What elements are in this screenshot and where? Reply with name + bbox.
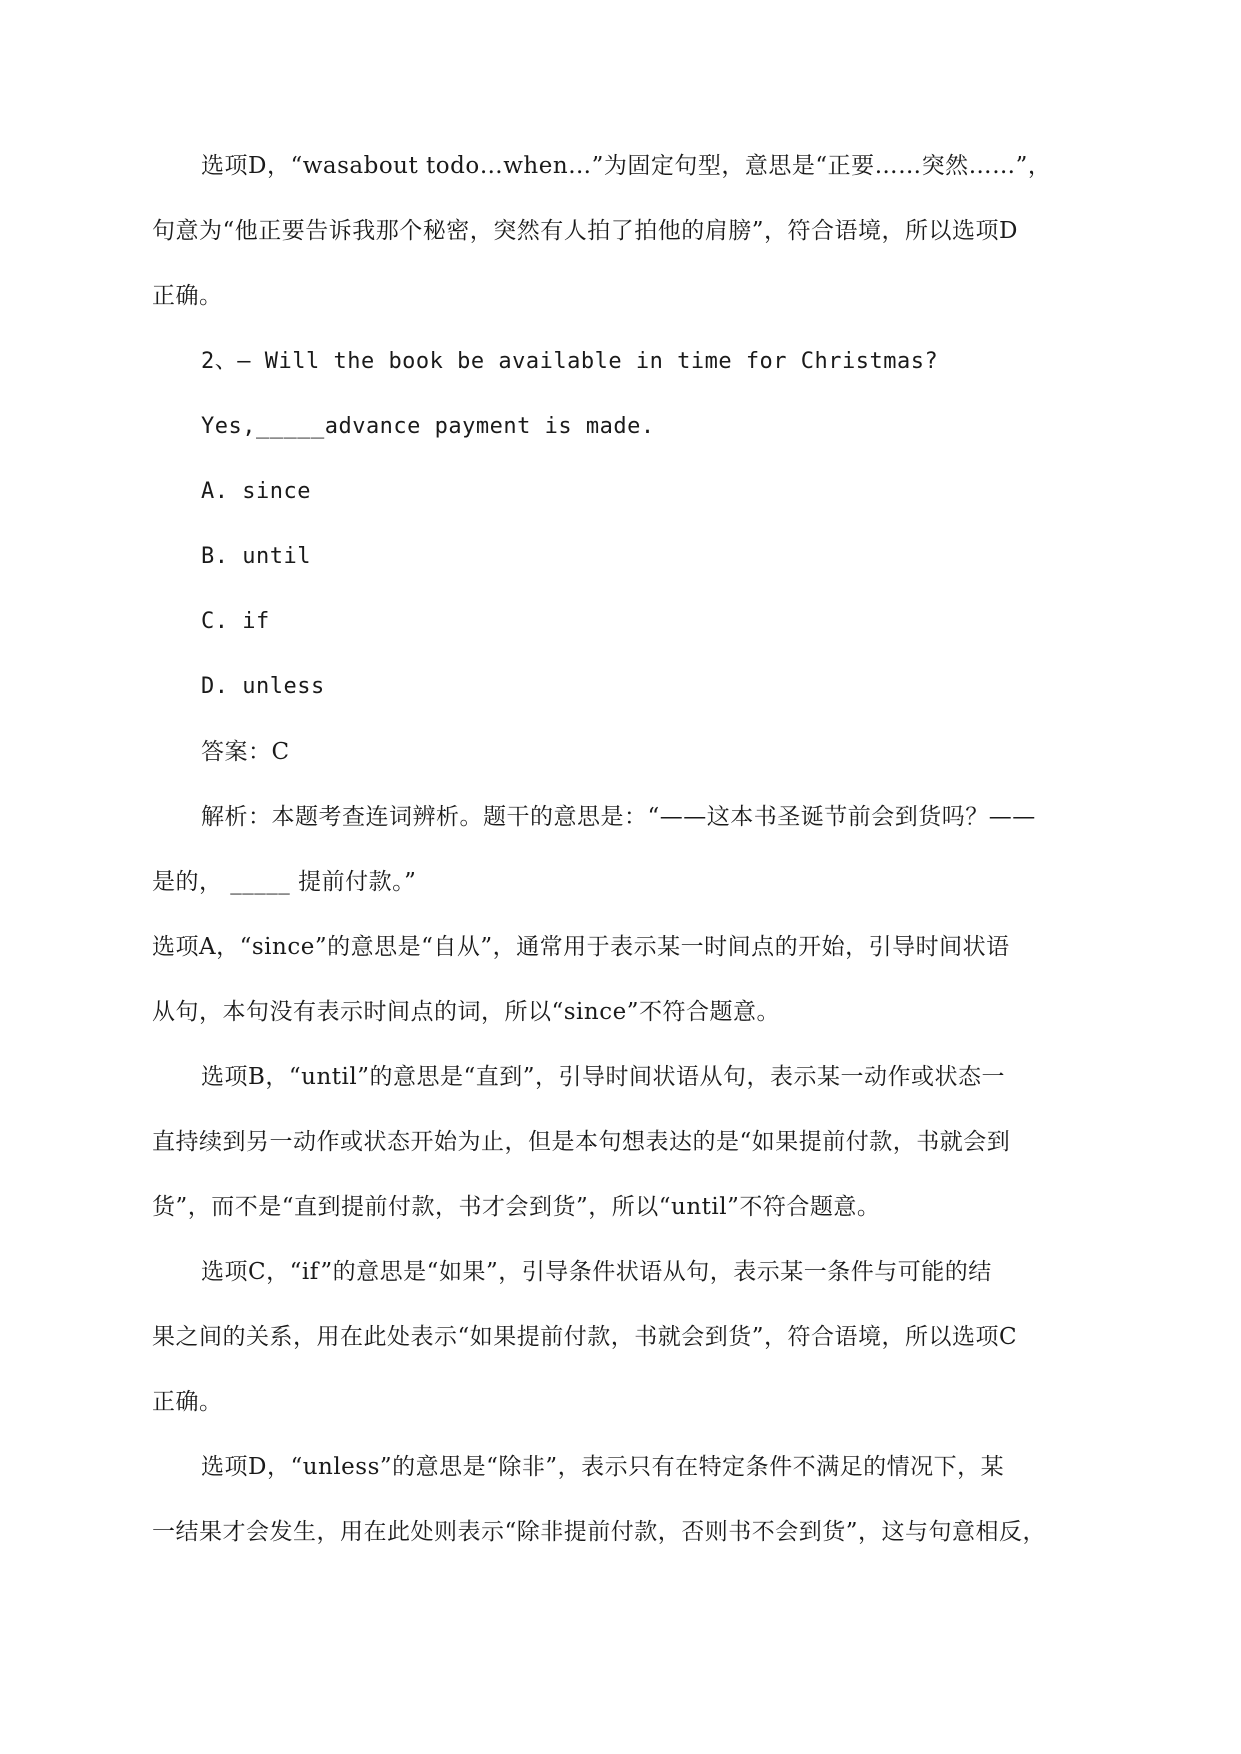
analysis-line: 解析：本题考查连词辨析。题干的意思是：“——这本书圣诞节前会到货吗？——	[201, 804, 1036, 830]
analysis-line: 选项A，“since”的意思是“自从”，通常用于表示某一时间点的开始，引导时间状语	[152, 934, 1010, 960]
paragraph-line: 正确。	[152, 283, 223, 309]
analysis-line: 从句，本句没有表示时间点的词，所以“since”不符合题意。	[152, 999, 780, 1025]
analysis-line: 选项B，“until”的意思是“直到”，引导时间状语从句，表示某一动作或状态一	[201, 1064, 1006, 1090]
option-a: A. since	[201, 479, 311, 504]
analysis-line: 是的， _____ 提前付款。”	[152, 869, 417, 895]
paragraph-line: 句意为“他正要告诉我那个秘密，突然有人拍了拍他的肩膀”，符合语境，所以选项D	[152, 218, 1018, 244]
option-c: C. if	[201, 609, 270, 634]
analysis-line: 正确。	[152, 1389, 223, 1415]
analysis-line: 一结果才会发生，用在此处则表示“除非提前付款，否则书不会到货”，这与句意相反，	[152, 1519, 1047, 1545]
question-line: Yes,_____advance payment is made.	[201, 414, 655, 439]
answer-line: 答案：C	[201, 739, 290, 765]
paragraph-line: 选项D，“wasabout todo…when…”为固定句型，意思是“正要……突然……”，	[201, 153, 1052, 179]
analysis-line: 选项D，“unless”的意思是“除非”，表示只有在特定条件不满足的情况下，某	[201, 1454, 1005, 1480]
analysis-line: 直持续到另一动作或状态开始为止，但是本句想表达的是“如果提前付款，书就会到	[152, 1129, 1011, 1155]
analysis-line: 果之间的关系，用在此处表示“如果提前付款，书就会到货”，符合语境，所以选项C	[152, 1324, 1018, 1350]
analysis-line: 选项C，“if”的意思是“如果”，引导条件状语从句，表示某一条件与可能的结	[201, 1259, 992, 1285]
analysis-line: 货”，而不是“直到提前付款，书才会到货”，所以“until”不符合题意。	[152, 1194, 881, 1220]
question-line: 2、— Will the book be available in time for Christmas?	[201, 349, 939, 374]
option-b: B. until	[201, 544, 311, 569]
option-d: D. unless	[201, 674, 325, 699]
